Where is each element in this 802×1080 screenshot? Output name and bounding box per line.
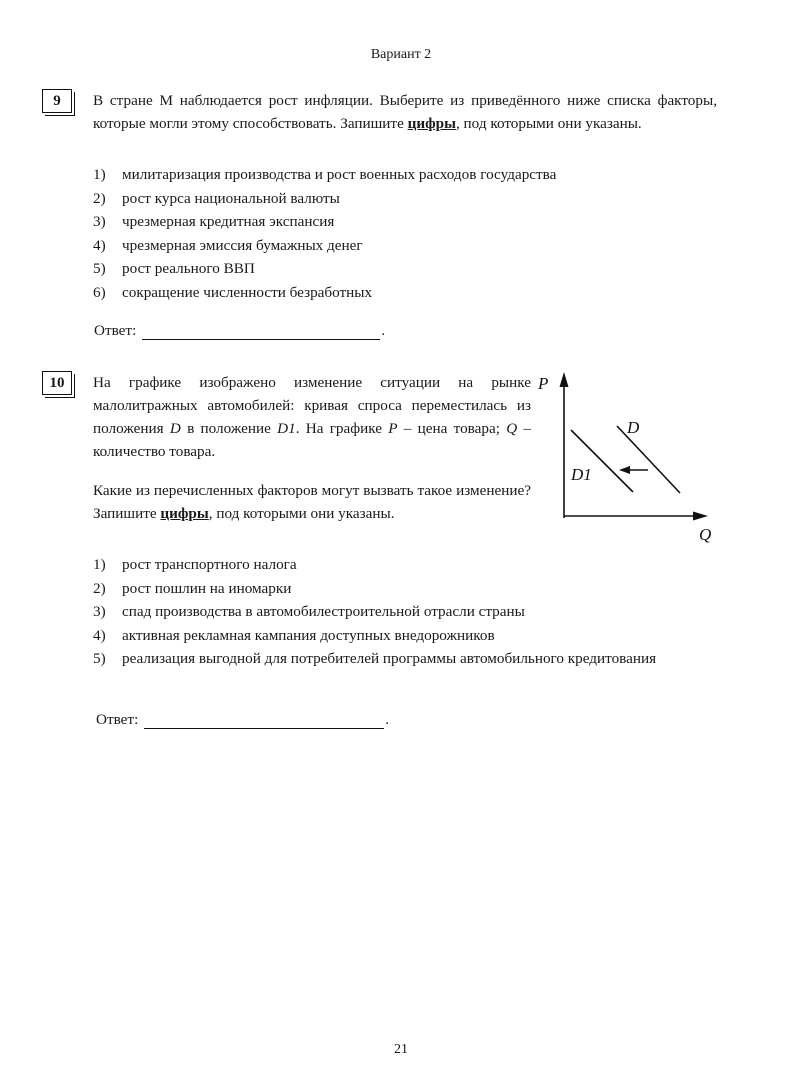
var-q: Q — [506, 420, 518, 437]
answer-end-period: . — [381, 322, 386, 339]
intro-text: – цена товара; — [397, 420, 507, 437]
question-9-prompt-end: , под которыми они указаны. — [455, 115, 642, 132]
option-number: 5) — [93, 650, 106, 667]
option-text: чрезмерная кредитная экспансия — [122, 213, 335, 230]
question-9-keyword: цифры — [407, 115, 456, 132]
option-number: 3) — [93, 213, 106, 230]
question-10-prompt — [93, 479, 531, 525]
option-number: 4) — [93, 236, 106, 254]
option-text: чрезмерная эмиссия бумажных денег — [122, 236, 363, 254]
question-10-option — [93, 577, 717, 601]
option-text: милитаризация производства и рост военных расходов государства — [122, 166, 557, 183]
page-number: 21 — [394, 1042, 408, 1057]
answer-end-period: . — [385, 711, 390, 728]
question-9-option — [93, 210, 717, 234]
answer-label: Ответ: — [96, 711, 139, 728]
option-number: 1) — [93, 556, 106, 573]
intro-text: . На графике — [295, 420, 389, 437]
answer-label: Ответ: — [94, 322, 137, 339]
question-10-intro — [93, 371, 531, 463]
question-9-option — [93, 234, 717, 258]
intro-text: – количество товара. — [93, 420, 532, 460]
question-9-options — [93, 163, 717, 304]
q-axis-label: Q — [699, 525, 712, 544]
page-header: Вариант 2 — [370, 47, 432, 62]
curve-d-label: D — [627, 418, 640, 437]
option-text: сокращение численности безработных — [122, 283, 373, 301]
q-axis-arrow-icon — [693, 512, 708, 521]
option-number: 1) — [93, 166, 106, 183]
question-10-option — [93, 600, 717, 624]
answer-line[interactable] — [144, 714, 384, 729]
var-d1: D1 — [277, 420, 296, 437]
var-d: D — [169, 420, 181, 437]
question-10-option — [93, 624, 717, 648]
option-text: рост курса национальной валюты — [122, 189, 340, 207]
demand-shift-graph — [540, 368, 720, 548]
shift-left-arrow-icon — [619, 466, 630, 474]
option-number: 3) — [93, 603, 106, 620]
option-number: 2) — [93, 189, 106, 207]
curve-d1-label: D1 — [571, 465, 592, 484]
option-number: 4) — [93, 626, 106, 644]
option-number: 2) — [93, 579, 106, 597]
prompt-text: , под которыми они указаны. — [208, 505, 395, 522]
question-9-prompt — [93, 89, 717, 135]
option-text: рост транспортного налога — [122, 556, 297, 573]
question-10-option — [93, 647, 717, 671]
question-9-prompt-text: В стране М наблюдается рост инфляции. Выберите из приведённого ниже списка факторы, которые могли этому способствовать. Запишите — [93, 92, 717, 132]
p-axis-label: P — [538, 374, 549, 393]
question-10-option — [93, 553, 717, 577]
question-9-option — [93, 163, 717, 187]
intro-text: в положение — [180, 420, 278, 437]
option-text: активная рекламная кампания доступных внедорожников — [122, 626, 495, 644]
option-number: 5) — [93, 260, 106, 277]
question-10-answer — [96, 711, 389, 729]
p-axis-arrow-icon — [560, 372, 569, 387]
question-9-option — [93, 187, 717, 211]
question-10-keyword: цифры — [160, 505, 209, 522]
question-10-options — [93, 553, 717, 671]
question-10-number-box: 10 — [42, 371, 72, 395]
option-number: 6) — [93, 283, 106, 301]
option-text: рост пошлин на иномарки — [122, 579, 292, 597]
option-text: рост реального ВВП — [122, 260, 255, 277]
question-9-number-box: 9 — [42, 89, 72, 113]
question-9-answer — [94, 322, 385, 340]
intro-text: На графике изображено изменение ситуации на рынке малолитражных автомобилей: кривая спроса переместилась из положения — [93, 374, 531, 437]
question-9-option — [93, 257, 717, 281]
option-text: реализация выгодной для потребителей программы автомобильного кредитования — [122, 650, 657, 667]
var-p: P — [388, 420, 398, 437]
question-9-option — [93, 281, 717, 305]
answer-line[interactable] — [142, 325, 380, 340]
prompt-text: Какие из перечисленных факторов могут вызвать такое изменение? Запишите — [93, 482, 531, 522]
option-text: спад производства в автомобилестроительной отрасли страны — [122, 603, 525, 620]
